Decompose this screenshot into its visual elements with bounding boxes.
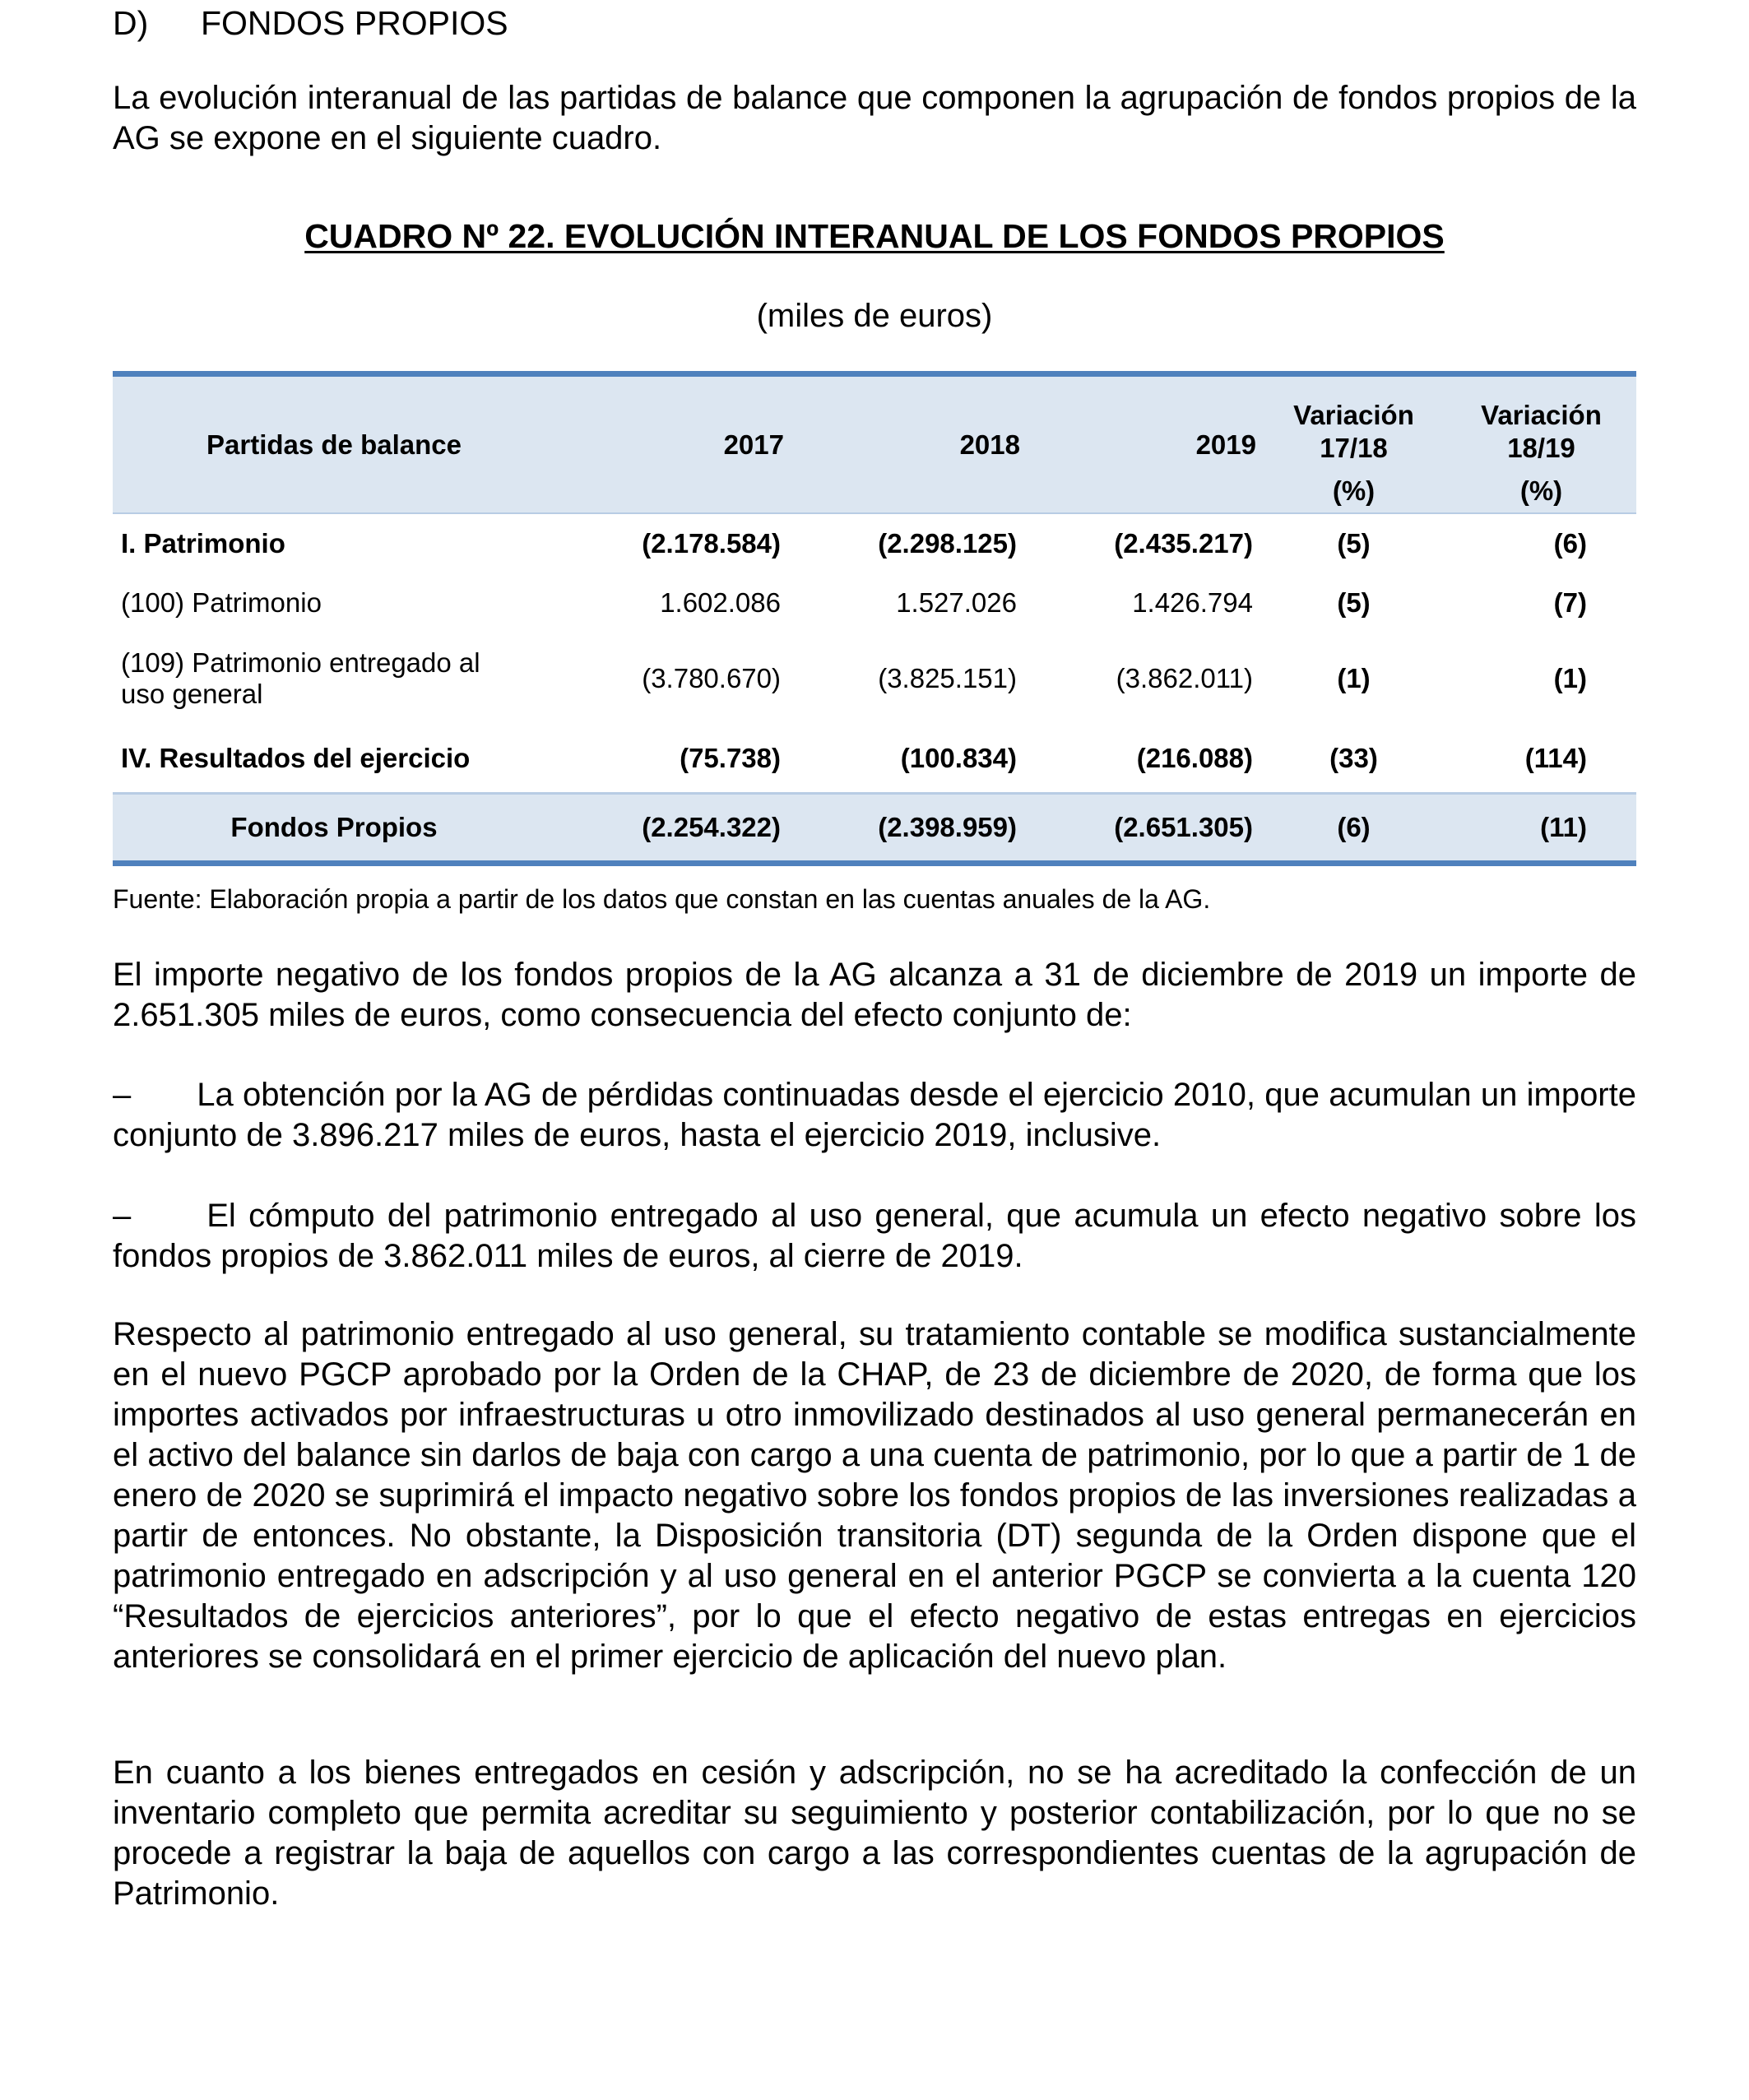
cell-2019: (2.435.217) <box>1114 528 1253 559</box>
cell-2018: (3.825.151) <box>878 663 1017 693</box>
cell-var-17-18: (5) <box>1337 528 1371 559</box>
header-var-18-19: Variación 18/19 (%) <box>1446 374 1636 514</box>
section-letter: D) <box>113 4 149 42</box>
total-2017: (2.254.322) <box>642 812 781 842</box>
section-title: FONDOS PROPIOS <box>201 4 508 42</box>
cell-var-18-19: (114) <box>1524 743 1587 773</box>
cell-2017: (2.178.584) <box>642 528 781 559</box>
cell-2019: (3.862.011) <box>1116 663 1253 693</box>
bullet-item <box>113 1075 1636 1156</box>
cell-2017: (3.780.670) <box>642 663 781 693</box>
cell-var-18-19: (7) <box>1553 587 1587 618</box>
bullet-item <box>113 1196 1636 1277</box>
header-2017: 2017 <box>555 374 789 514</box>
table-units: (miles de euros) <box>756 298 993 334</box>
total-label: Fondos Propios <box>230 812 438 842</box>
header-var-17-18: Variación 17/18 (%) <box>1261 374 1446 514</box>
total-2019: (2.651.305) <box>1114 812 1253 842</box>
cell-2017: (75.738) <box>680 743 781 773</box>
row-label: (100) Patrimonio <box>121 587 322 618</box>
cell-2017: 1.602.086 <box>660 587 781 618</box>
equity-table <box>113 371 1636 866</box>
paragraph-inventory: En cuanto a los bienes entregados en cesión y adscripción, no se ha acreditado la confección de un inventario completo que permita acreditar su seguimiento y posterior contabilización, por lo que no se procede a registrar la baja de aquellos con cargo a las correspondientes cuentas de la agrupación de Patrimonio. <box>113 1755 1636 1912</box>
table-header-row <box>113 374 1636 514</box>
cell-2019: 1.426.794 <box>1132 587 1253 618</box>
cell-var-18-19: (6) <box>1553 528 1587 559</box>
row-label: I. Patrimonio <box>121 528 285 559</box>
total-2018: (2.398.959) <box>878 812 1017 842</box>
cell-2019: (216.088) <box>1136 743 1253 773</box>
intro-paragraph: La evolución interanual de las partidas de balance que componen la agrupación de fondos propios de la AG se expone en el siguiente cuadro. <box>113 80 1636 156</box>
bullet-dash: – <box>113 1077 132 1113</box>
cell-var-17-18: (5) <box>1337 587 1371 618</box>
header-2019: 2019 <box>1025 374 1261 514</box>
table-row <box>113 573 1636 633</box>
table-title: CUADRO Nº 22. EVOLUCIÓN INTERANUAL DE LOS FONDOS PROPIOS <box>304 217 1445 255</box>
paragraph-negative-equity: El importe negativo de los fondos propios de la AG alcanza a 31 de diciembre de 2019 un importe de 2.651.305 miles de euros, como consecuencia del efecto conjunto de: <box>113 957 1636 1033</box>
cell-2018: (100.834) <box>900 743 1017 773</box>
cell-var-17-18: (1) <box>1337 663 1371 693</box>
table-row <box>113 725 1636 794</box>
cell-var-18-19: (1) <box>1553 663 1587 693</box>
row-label: (109) Patrimonio entregado al uso general <box>121 647 480 709</box>
bullet-dash: – <box>113 1198 132 1234</box>
total-var-17-18: (6) <box>1337 812 1371 842</box>
total-var-18-19: (11) <box>1540 812 1587 842</box>
header-2018: 2018 <box>789 374 1025 514</box>
table-total-row <box>113 794 1636 864</box>
bullet-text: La obtención por la AG de pérdidas continuadas desde el ejercicio 2010, que acumulan un importe conjunto de 3.896.217 miles de euros, hasta el ejercicio 2019, inclusive. <box>113 1077 1636 1153</box>
cell-var-17-18: (33) <box>1329 743 1378 773</box>
header-item: Partidas de balance <box>113 374 555 514</box>
section-heading <box>113 3 508 43</box>
table-row <box>113 513 1636 573</box>
cell-2018: 1.527.026 <box>896 587 1017 618</box>
table-row <box>113 633 1636 725</box>
bullet-text: El cómputo del patrimonio entregado al uso general, que acumula un efecto negativo sobre los fondos propios de 3.862.011 miles de euros, al cierre de 2019. <box>113 1198 1636 1274</box>
cell-2018: (2.298.125) <box>878 528 1017 559</box>
table-source: Fuente: Elaboración propia a partir de los datos que constan en las cuentas anuales de la AG. <box>113 884 1211 914</box>
row-label: IV. Resultados del ejercicio <box>121 743 471 773</box>
paragraph-pgcp: Respecto al patrimonio entregado al uso general, su tratamiento contable se modifica sustancialmente en el nuevo PGCP aprobado por la Orden de la CHAP, de 23 de diciembre de 2020, de forma que los importes activados por infraestructuras u otro inmovilizado destinados al uso general permanecerán en el activo del balance sin darlos de baja con cargo a una cuenta de patrimonio, por lo que a partir de 1 de enero de 2020 se suprimirá el impacto negativo sobre los fondos propios de las inversiones realizadas a partir de entonces. No obstante, la Disposición transitoria (DT) segunda de la Orden dispone que el patrimonio entregado en adscripción y al uso general en el anterior PGCP se convierta a la cuenta 120 “Resultados de ejercicios anteriores”, por lo que el efecto negativo de estas entregas en ejercicios anteriores se consolidará en el primer ejercicio de aplicación del nuevo plan. <box>113 1316 1636 1675</box>
